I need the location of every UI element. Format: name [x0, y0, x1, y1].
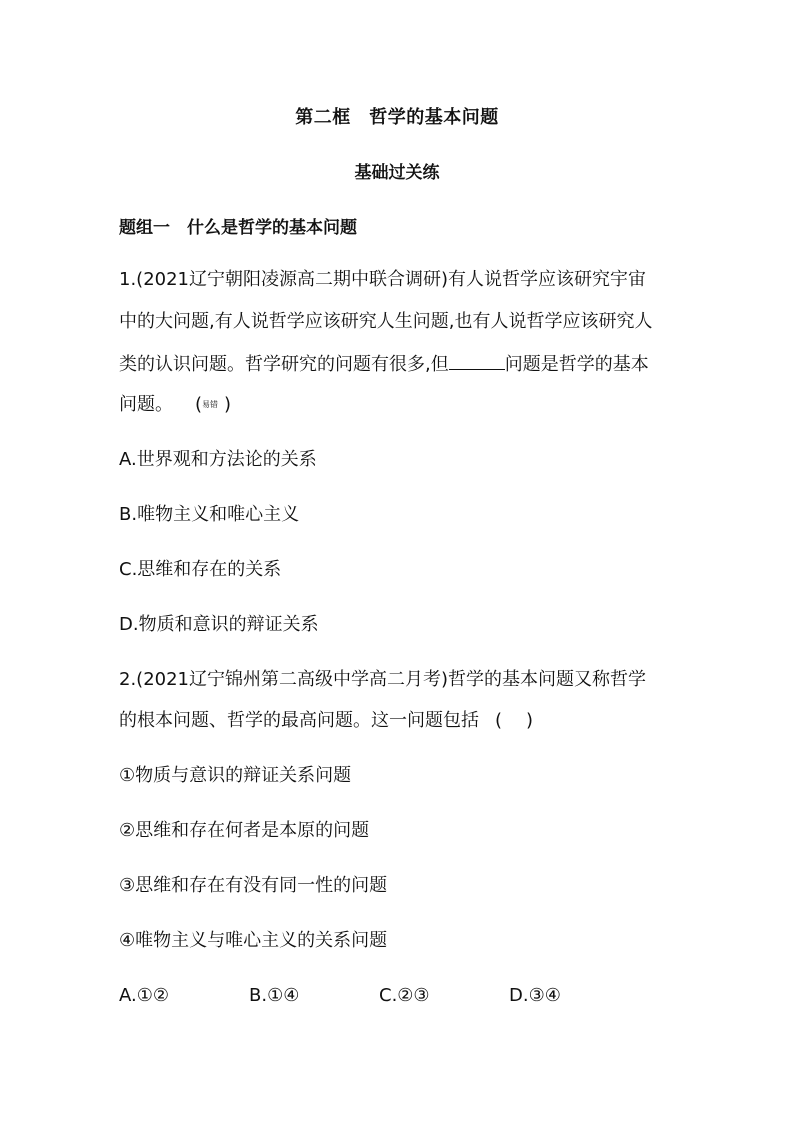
- q2-choice-a: A.①②: [119, 985, 169, 1006]
- q1-stem-line-3: [119, 351, 649, 377]
- q1-stem-line-1: 1.(2021辽宁朝阳凌源高二期中联合调研)有人说哲学应该研究宇宙: [119, 269, 647, 290]
- q2-choice-c: C.②③: [379, 985, 430, 1006]
- q2-item-3: ③思维和存在有没有同一性的问题: [119, 875, 388, 896]
- q2-stem-line-2-text: 的根本问题、哲学的最高问题。这一问题包括: [119, 710, 479, 731]
- q2-choice-d: D.③④: [509, 985, 561, 1006]
- q2-item-1: ①物质与意识的辩证关系问题: [119, 765, 352, 786]
- q1-answer-paren-open: (: [195, 394, 203, 415]
- q2-item-2: ②思维和存在何者是本原的问题: [119, 820, 370, 841]
- section-subtitle: 基础过关练: [354, 163, 440, 183]
- question-group-heading: 题组一 什么是哲学的基本问题: [119, 218, 357, 238]
- q1-answer-paren-close: ): [224, 394, 232, 415]
- q2-stem-line-2: [119, 709, 533, 733]
- q1-option-a: A.世界观和方法论的关系: [119, 449, 317, 470]
- q1-stem-line-4: [119, 393, 231, 417]
- q1-option-b: B.唯物主义和唯心主义: [119, 504, 300, 525]
- q1-option-d: D.物质和意识的辩证关系: [119, 614, 319, 635]
- q2-answer-paren-close: ): [526, 710, 534, 731]
- q2-choice-b: B.①④: [249, 985, 300, 1006]
- q1-stem-line-3-end: 问题是哲学的基本: [504, 354, 649, 375]
- q2-answer-paren-open: (: [495, 710, 503, 731]
- q1-option-c: C.思维和存在的关系: [119, 559, 282, 580]
- q1-stem-line-2: 中的大问题,有人说哲学应该研究人生问题,也有人说哲学应该研究人: [119, 311, 653, 332]
- q1-stem-line-3-start: 类的认识问题。哲学研究的问题有很多,但: [119, 354, 449, 375]
- page-title: 第二框 哲学的基本问题: [295, 107, 499, 128]
- q2-item-4: ④唯物主义与唯心主义的关系问题: [119, 930, 388, 951]
- q1-stem-line-4-text: 问题。: [119, 394, 173, 415]
- q2-stem-line-1: 2.(2021辽宁锦州第二高级中学高二月考)哲学的基本问题又称哲学: [119, 669, 647, 690]
- q1-difficulty-tag: 易错: [202, 400, 219, 409]
- q1-answer-blank: [449, 351, 505, 370]
